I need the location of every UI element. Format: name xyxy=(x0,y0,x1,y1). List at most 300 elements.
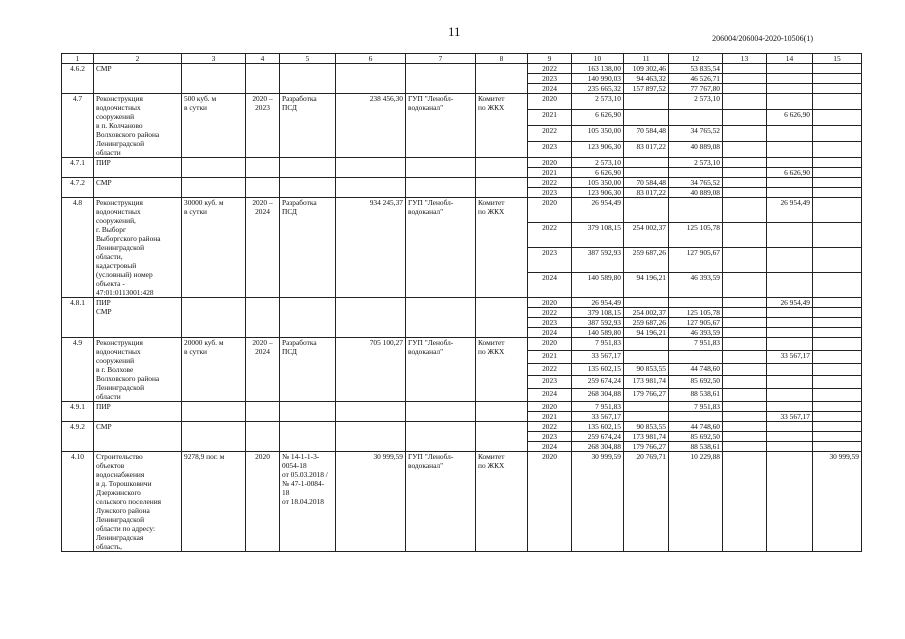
amount-cell xyxy=(723,412,767,422)
amount-cell xyxy=(813,248,862,273)
year-cell: 2023 xyxy=(528,432,572,442)
year-cell: 2021 xyxy=(528,110,572,126)
amount-cell xyxy=(813,422,862,432)
header-row xyxy=(62,54,862,64)
item-number: 4.8.1 xyxy=(62,298,94,338)
item-cost xyxy=(336,298,406,338)
item-number: 4.7 xyxy=(62,94,94,158)
year-cell: 2024 xyxy=(528,442,572,452)
amount-cell: 85 692,50 xyxy=(669,432,723,442)
item-responsible xyxy=(476,298,528,338)
amount-cell: 105 350,00 xyxy=(572,178,624,188)
amount-cell: 140 589,80 xyxy=(572,273,624,298)
item-capacity: 20000 куб. м в сутки xyxy=(182,338,246,402)
program-table xyxy=(61,53,862,552)
amount-cell: 105 350,00 xyxy=(572,126,624,142)
amount-cell xyxy=(723,350,767,363)
table-row xyxy=(62,402,862,412)
amount-cell xyxy=(723,298,767,308)
amount-cell: 40 889,08 xyxy=(669,188,723,198)
amount-cell xyxy=(723,318,767,328)
item-name: Строительство объектов водоснабжения в д. Торошковичи Дзержинского сельского поселения Лужского района Ленинградской области по адресу: Ленинградская область, xyxy=(94,452,182,552)
amount-cell xyxy=(624,412,669,422)
amount-cell xyxy=(723,452,767,552)
item-capacity xyxy=(182,158,246,178)
amount-cell xyxy=(669,350,723,363)
amount-cell: 123 906,30 xyxy=(572,188,624,198)
amount-cell xyxy=(723,442,767,452)
item-customer xyxy=(406,64,476,94)
amount-cell: 46 526,71 xyxy=(669,74,723,84)
table-row xyxy=(62,338,862,351)
amount-cell: 34 765,52 xyxy=(669,126,723,142)
amount-cell xyxy=(723,126,767,142)
year-cell: 2022 xyxy=(528,178,572,188)
year-cell: 2023 xyxy=(528,74,572,84)
item-responsible xyxy=(476,422,528,452)
item-basis xyxy=(280,178,336,198)
amount-cell: 7 951,83 xyxy=(572,338,624,351)
item-responsible xyxy=(476,178,528,198)
amount-cell: 254 002,37 xyxy=(624,223,669,248)
item-name: Реконструкция водоочистных сооружений в г. Волхове Волховского района Ленинградской области xyxy=(94,338,182,402)
item-basis: Разработка ПСД xyxy=(280,94,336,158)
amount-cell xyxy=(723,188,767,198)
year-cell: 2023 xyxy=(528,376,572,389)
year-cell: 2023 xyxy=(528,248,572,273)
item-cost xyxy=(336,402,406,422)
amount-cell xyxy=(813,376,862,389)
amount-cell xyxy=(767,223,813,248)
amount-cell xyxy=(723,84,767,94)
amount-cell: 123 906,30 xyxy=(572,142,624,158)
amount-cell: 127 905,67 xyxy=(669,318,723,328)
amount-cell xyxy=(723,273,767,298)
amount-cell: 379 108,15 xyxy=(572,223,624,248)
amount-cell: 6 626,90 xyxy=(572,168,624,178)
year-cell: 2021 xyxy=(528,168,572,178)
column-header: 3 xyxy=(182,54,246,64)
amount-cell: 94 196,21 xyxy=(624,328,669,338)
amount-cell xyxy=(813,168,862,178)
amount-cell xyxy=(767,422,813,432)
item-basis: № 14-1-1-3- 0054-18 от 05.03.2018 / № 47-1-0084- 18 от 18.04.2018 xyxy=(280,452,336,552)
amount-cell xyxy=(723,178,767,188)
item-number: 4.9.2 xyxy=(62,422,94,452)
amount-cell xyxy=(767,308,813,318)
amount-cell: 90 853,55 xyxy=(624,363,669,376)
amount-cell xyxy=(813,389,862,402)
amount-cell xyxy=(813,126,862,142)
amount-cell: 34 765,52 xyxy=(669,178,723,188)
amount-cell: 127 905,67 xyxy=(669,248,723,273)
item-cost: 705 100,27 xyxy=(336,338,406,402)
amount-cell: 135 602,15 xyxy=(572,422,624,432)
item-period: 2020 xyxy=(246,452,280,552)
amount-cell: 387 592,93 xyxy=(572,248,624,273)
item-number: 4.9 xyxy=(62,338,94,402)
amount-cell: 33 567,17 xyxy=(767,350,813,363)
page-number: 11 xyxy=(448,24,461,39)
amount-cell xyxy=(624,198,669,223)
amount-cell: 94 196,21 xyxy=(624,273,669,298)
amount-cell: 44 748,60 xyxy=(669,422,723,432)
item-name: Реконструкция водоочистных сооружений, г. Выборг Выборгского района Ленинградской области, кадастровый (условный) номер объекта - 47:01:0113001:428 xyxy=(94,198,182,298)
item-cost xyxy=(336,64,406,94)
item-basis: Разработка ПСД xyxy=(280,198,336,298)
amount-cell xyxy=(767,64,813,74)
item-basis xyxy=(280,298,336,338)
amount-cell: 157 897,52 xyxy=(624,84,669,94)
amount-cell: 6 626,90 xyxy=(767,168,813,178)
year-cell: 2023 xyxy=(528,318,572,328)
item-period xyxy=(246,64,280,94)
item-name: СМР xyxy=(94,178,182,198)
item-responsible: Комитет по ЖКХ xyxy=(476,198,528,298)
column-header: 4 xyxy=(246,54,280,64)
amount-cell xyxy=(669,298,723,308)
amount-cell xyxy=(723,94,767,110)
amount-cell: 173 981,74 xyxy=(624,432,669,442)
item-capacity xyxy=(182,402,246,422)
amount-cell: 7 951,83 xyxy=(572,402,624,412)
amount-cell xyxy=(723,363,767,376)
item-responsible xyxy=(476,402,528,422)
item-name: ПИР xyxy=(94,158,182,178)
item-customer: ГУП "Ленобл- водоканал" xyxy=(406,452,476,552)
item-name: Реконструкция водоочистных сооружений в п. Колчаново Волховского района Ленинградской области xyxy=(94,94,182,158)
amount-cell: 2 573,10 xyxy=(572,158,624,168)
amount-cell xyxy=(767,402,813,412)
item-capacity xyxy=(182,64,246,94)
amount-cell xyxy=(767,142,813,158)
amount-cell xyxy=(624,110,669,126)
amount-cell xyxy=(813,318,862,328)
table-row xyxy=(62,178,862,188)
amount-cell xyxy=(813,74,862,84)
amount-cell xyxy=(767,389,813,402)
item-basis xyxy=(280,64,336,94)
amount-cell: 94 463,32 xyxy=(624,74,669,84)
amount-cell xyxy=(767,318,813,328)
amount-cell xyxy=(767,363,813,376)
item-period xyxy=(246,422,280,452)
year-cell: 2020 xyxy=(528,338,572,351)
item-responsible: Комитет по ЖКХ xyxy=(476,338,528,402)
item-number: 4.8 xyxy=(62,198,94,298)
amount-cell xyxy=(767,84,813,94)
amount-cell: 2 573,10 xyxy=(669,94,723,110)
amount-cell xyxy=(669,110,723,126)
year-cell: 2024 xyxy=(528,389,572,402)
table-row xyxy=(62,422,862,432)
amount-cell: 26 954,49 xyxy=(767,198,813,223)
amount-cell xyxy=(723,389,767,402)
item-capacity: 9278,9 пог. м xyxy=(182,452,246,552)
amount-cell: 259 687,26 xyxy=(624,318,669,328)
amount-cell xyxy=(813,84,862,94)
item-capacity: 30000 куб. м в сутки xyxy=(182,198,246,298)
amount-cell xyxy=(767,94,813,110)
amount-cell xyxy=(813,363,862,376)
amount-cell xyxy=(723,110,767,126)
item-period: 2020 – 2024 xyxy=(246,198,280,298)
amount-cell xyxy=(813,402,862,412)
amount-cell: 33 567,17 xyxy=(572,412,624,422)
amount-cell: 379 108,15 xyxy=(572,308,624,318)
amount-cell xyxy=(723,168,767,178)
amount-cell: 10 229,88 xyxy=(669,452,723,552)
item-cost xyxy=(336,422,406,452)
item-name: ПИР xyxy=(94,402,182,422)
amount-cell: 20 769,71 xyxy=(624,452,669,552)
amount-cell: 44 748,60 xyxy=(669,363,723,376)
amount-cell: 83 017,22 xyxy=(624,142,669,158)
amount-cell xyxy=(767,74,813,84)
amount-cell: 30 999,59 xyxy=(813,452,862,552)
year-cell: 2024 xyxy=(528,273,572,298)
amount-cell: 125 105,78 xyxy=(669,308,723,318)
item-customer: ГУП "Ленобл- водоканал" xyxy=(406,198,476,298)
item-customer: ГУП "Ленобл- водоканал" xyxy=(406,94,476,158)
amount-cell xyxy=(723,432,767,442)
item-customer xyxy=(406,422,476,452)
year-cell: 2023 xyxy=(528,142,572,158)
amount-cell xyxy=(723,198,767,223)
item-name: СМР xyxy=(94,422,182,452)
item-responsible: Комитет по ЖКХ xyxy=(476,94,528,158)
column-header: 9 xyxy=(528,54,572,64)
amount-cell: 259 674,24 xyxy=(572,376,624,389)
column-header: 7 xyxy=(406,54,476,64)
amount-cell xyxy=(624,350,669,363)
amount-cell: 70 584,48 xyxy=(624,126,669,142)
amount-cell xyxy=(813,298,862,308)
amount-cell: 6 626,90 xyxy=(767,110,813,126)
amount-cell: 2 573,10 xyxy=(572,94,624,110)
table-row xyxy=(62,94,862,110)
item-capacity xyxy=(182,178,246,198)
amount-cell: 7 951,83 xyxy=(669,338,723,351)
item-period xyxy=(246,298,280,338)
item-responsible xyxy=(476,64,528,94)
item-customer: ГУП "Ленобл- водоканал" xyxy=(406,338,476,402)
amount-cell xyxy=(813,442,862,452)
amount-cell xyxy=(624,168,669,178)
amount-cell: 268 304,88 xyxy=(572,442,624,452)
amount-cell xyxy=(624,402,669,412)
amount-cell: 179 766,27 xyxy=(624,442,669,452)
table-row xyxy=(62,64,862,74)
document-reference: 206004/206004-2020-10506(1) xyxy=(712,34,813,43)
item-cost xyxy=(336,178,406,198)
amount-cell xyxy=(813,142,862,158)
year-cell: 2020 xyxy=(528,158,572,168)
amount-cell: 26 954,49 xyxy=(572,198,624,223)
amount-cell: 90 853,55 xyxy=(624,422,669,432)
column-header: 10 xyxy=(572,54,624,64)
amount-cell xyxy=(669,412,723,422)
amount-cell: 259 687,26 xyxy=(624,248,669,273)
amount-cell xyxy=(767,442,813,452)
year-cell: 2022 xyxy=(528,223,572,248)
amount-cell xyxy=(723,142,767,158)
item-number: 4.7.1 xyxy=(62,158,94,178)
amount-cell xyxy=(767,178,813,188)
amount-cell xyxy=(767,248,813,273)
item-capacity: 500 куб. м в сутки xyxy=(182,94,246,158)
item-customer xyxy=(406,402,476,422)
amount-cell: 33 567,17 xyxy=(572,350,624,363)
amount-cell xyxy=(813,110,862,126)
amount-cell xyxy=(723,328,767,338)
item-responsible: Комитет по ЖКХ xyxy=(476,452,528,552)
amount-cell: 387 592,93 xyxy=(572,318,624,328)
amount-cell: 140 990,03 xyxy=(572,74,624,84)
amount-cell xyxy=(767,338,813,351)
amount-cell xyxy=(767,188,813,198)
amount-cell xyxy=(767,126,813,142)
item-customer xyxy=(406,298,476,338)
year-cell: 2022 xyxy=(528,363,572,376)
amount-cell xyxy=(669,168,723,178)
amount-cell xyxy=(723,308,767,318)
amount-cell: 268 304,88 xyxy=(572,389,624,402)
item-number: 4.10 xyxy=(62,452,94,552)
amount-cell xyxy=(813,328,862,338)
amount-cell xyxy=(813,338,862,351)
amount-cell: 85 692,50 xyxy=(669,376,723,389)
item-cost: 30 999,59 xyxy=(336,452,406,552)
amount-cell xyxy=(723,376,767,389)
item-customer xyxy=(406,178,476,198)
amount-cell xyxy=(813,158,862,168)
amount-cell xyxy=(723,74,767,84)
item-cost: 934 245,37 xyxy=(336,198,406,298)
amount-cell: 83 017,22 xyxy=(624,188,669,198)
year-cell: 2020 xyxy=(528,452,572,552)
table-row xyxy=(62,158,862,168)
amount-cell xyxy=(624,298,669,308)
year-cell: 2022 xyxy=(528,126,572,142)
amount-cell: 140 589,80 xyxy=(572,328,624,338)
amount-cell: 77 767,80 xyxy=(669,84,723,94)
amount-cell: 53 835,54 xyxy=(669,64,723,74)
amount-cell: 33 567,17 xyxy=(767,412,813,422)
year-cell: 2020 xyxy=(528,198,572,223)
amount-cell xyxy=(813,188,862,198)
amount-cell xyxy=(767,432,813,442)
item-number: 4.6.2 xyxy=(62,64,94,94)
amount-cell: 109 302,46 xyxy=(624,64,669,74)
item-cost: 238 456,30 xyxy=(336,94,406,158)
amount-cell xyxy=(723,422,767,432)
item-period xyxy=(246,402,280,422)
year-cell: 2023 xyxy=(528,188,572,198)
amount-cell: 125 105,78 xyxy=(669,223,723,248)
item-name: ПИР СМР xyxy=(94,298,182,338)
item-basis xyxy=(280,422,336,452)
column-header: 8 xyxy=(476,54,528,64)
amount-cell xyxy=(624,158,669,168)
amount-cell: 254 002,37 xyxy=(624,308,669,318)
item-period: 2020 – 2024 xyxy=(246,338,280,402)
item-period: 2020 – 2023 xyxy=(246,94,280,158)
column-header: 12 xyxy=(669,54,723,64)
column-header: 11 xyxy=(624,54,669,64)
amount-cell: 6 626,90 xyxy=(572,110,624,126)
amount-cell: 46 393,59 xyxy=(669,273,723,298)
amount-cell: 88 538,61 xyxy=(669,389,723,402)
amount-cell xyxy=(813,412,862,422)
table-row xyxy=(62,452,862,552)
amount-cell xyxy=(723,402,767,412)
amount-cell xyxy=(813,178,862,188)
amount-cell xyxy=(813,308,862,318)
amount-cell xyxy=(723,223,767,248)
year-cell: 2022 xyxy=(528,422,572,432)
amount-cell xyxy=(767,158,813,168)
amount-cell: 179 766,27 xyxy=(624,389,669,402)
year-cell: 2021 xyxy=(528,412,572,422)
amount-cell: 235 665,32 xyxy=(572,84,624,94)
item-basis xyxy=(280,402,336,422)
column-header: 1 xyxy=(62,54,94,64)
year-cell: 2020 xyxy=(528,402,572,412)
amount-cell xyxy=(813,273,862,298)
amount-cell xyxy=(813,198,862,223)
year-cell: 2020 xyxy=(528,94,572,110)
item-name: СМР xyxy=(94,64,182,94)
item-capacity xyxy=(182,422,246,452)
amount-cell: 2 573,10 xyxy=(669,158,723,168)
amount-cell: 135 602,15 xyxy=(572,363,624,376)
amount-cell: 173 981,74 xyxy=(624,376,669,389)
year-cell: 2024 xyxy=(528,84,572,94)
amount-cell xyxy=(767,452,813,552)
amount-cell: 30 999,59 xyxy=(572,452,624,552)
item-period xyxy=(246,178,280,198)
amount-cell: 163 138,00 xyxy=(572,64,624,74)
amount-cell xyxy=(813,64,862,74)
amount-cell xyxy=(669,198,723,223)
item-customer xyxy=(406,158,476,178)
item-basis: Разработка ПСД xyxy=(280,338,336,402)
column-header: 2 xyxy=(94,54,182,64)
amount-cell xyxy=(767,273,813,298)
column-header: 5 xyxy=(280,54,336,64)
amount-cell: 259 674,24 xyxy=(572,432,624,442)
amount-cell xyxy=(723,248,767,273)
amount-cell xyxy=(624,338,669,351)
amount-cell: 70 584,48 xyxy=(624,178,669,188)
amount-cell xyxy=(723,338,767,351)
amount-cell xyxy=(813,350,862,363)
amount-cell xyxy=(767,328,813,338)
year-cell: 2021 xyxy=(528,350,572,363)
amount-cell: 26 954,49 xyxy=(572,298,624,308)
year-cell: 2020 xyxy=(528,298,572,308)
amount-cell xyxy=(813,223,862,248)
table-row xyxy=(62,198,862,223)
item-period xyxy=(246,158,280,178)
item-responsible xyxy=(476,158,528,178)
item-basis xyxy=(280,158,336,178)
item-cost xyxy=(336,158,406,178)
year-cell: 2022 xyxy=(528,64,572,74)
column-header: 15 xyxy=(813,54,862,64)
year-cell: 2022 xyxy=(528,308,572,318)
